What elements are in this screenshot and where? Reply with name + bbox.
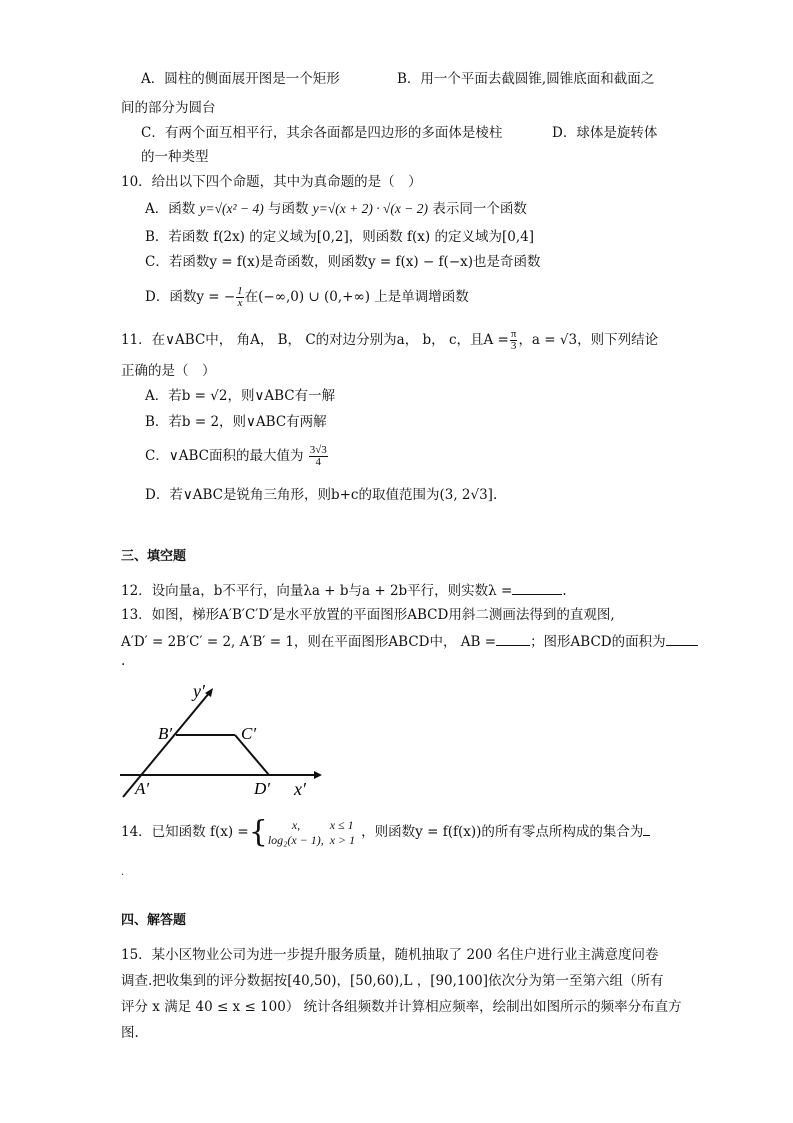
section-3-title: 三、填空题 xyxy=(121,549,187,564)
q14-brace: { xyxy=(248,814,268,850)
q10-option-d-suffix: 在(−∞,0) ∪ (0,+∞) 上是单调增函数 xyxy=(244,289,469,305)
q14-case2-expr: log₂(x − 1), xyxy=(267,832,324,847)
q15-line2: 调查.把收集到的评分数据按[40,50)，[50,60),L ，[90,100]依次分为第一至第六组（所有 xyxy=(121,973,664,989)
label-a: A′ xyxy=(135,779,150,798)
q12-text: 12．设向量a，b不平行，向量λa + b与a + 2b平行，则实数λ = xyxy=(121,583,513,599)
q9-option-d-cont: 的一种类型 xyxy=(141,149,209,165)
q10-option-d-fraction xyxy=(236,286,244,309)
q9-option-d: D．球体是旋转体 xyxy=(552,125,658,141)
q9-option-b: B．用一个平面去截圆锥,圆锥底面和截面之 xyxy=(397,71,655,87)
q10-option-a xyxy=(145,200,527,218)
q14-prefix: 14．已知函数 f(x) = xyxy=(121,824,249,840)
q14-case1-cond: x ≤ 1 xyxy=(329,817,354,832)
q15-line3: 评分 x 满足 40 ≤ x ≤ 100） 统计各组频数并计算相应频率，绘制出如图所示的频率分布直方 xyxy=(121,999,682,1015)
q11-stem-denominator: 3 xyxy=(510,340,517,352)
q11-option-a: A．若b = √2，则∨ABC有一解 xyxy=(145,388,336,404)
q13-line2 xyxy=(121,631,698,651)
q13-trapezoid-figure xyxy=(118,680,328,802)
q12 xyxy=(121,580,567,600)
label-d: D′ xyxy=(254,779,270,798)
q9-option-a: A．圆柱的侧面展开图是一个矩形 xyxy=(141,71,340,87)
label-x: x′ xyxy=(294,779,306,799)
q10-option-d-numerator: 1 xyxy=(237,285,243,297)
q10-option-c: C．若函数y = f(x)是奇函数，则函数y = f(x) − f(−x)也是奇函数 xyxy=(145,254,541,270)
q10-option-d-prefix: D．函数y = − xyxy=(145,289,236,305)
q11-option-d: D．若∨ABC是锐角三角形，则b+c的取值范围为(3, 2√3]. xyxy=(145,487,498,503)
q9-option-b-cont: 间的部分为圆台 xyxy=(121,100,216,116)
q11-option-c xyxy=(145,438,329,474)
q11-stem-fraction xyxy=(510,329,518,352)
q11-option-c-denominator: 4 xyxy=(315,456,322,468)
q14-piecewise xyxy=(268,818,361,848)
q11-stem-cont: 正确的是（ ） xyxy=(121,363,216,379)
q14 xyxy=(121,812,650,852)
label-c: C′ xyxy=(241,724,257,743)
label-y: y′ xyxy=(193,681,205,701)
q10-option-a-prefix: A．函数 xyxy=(145,201,196,217)
q10-option-d xyxy=(145,280,469,314)
q15-line1: 15．某小区物业公司为进一步提升服务质量，随机抽取了 200 名住户进行业主满意度问卷 xyxy=(121,947,659,963)
label-b: B′ xyxy=(158,724,173,743)
q10-option-a-mid: 与函数 xyxy=(268,201,309,217)
q14-case1-expr: x, xyxy=(291,817,301,832)
q14-answer-blank xyxy=(643,821,650,836)
x-axis-arrow xyxy=(314,771,322,779)
q10-option-a-suffix: 表示同一个函数 xyxy=(432,201,527,217)
q11-stem xyxy=(121,322,658,358)
q12-end: . xyxy=(562,583,567,599)
q10-option-b: B．若函数 f(2x) 的定义域为[0,2]，则函数 f(x) 的定义域为[0,4] xyxy=(145,229,534,245)
q14-suffix: ，则函数y = f(f(x))的所有零点所构成的集合为 xyxy=(361,824,644,840)
q11-option-c-fraction xyxy=(309,445,328,468)
q14-cont: . xyxy=(121,867,125,878)
q13-line2-b: ；图形ABCD的面积为 xyxy=(530,634,666,650)
q11-option-c-numerator: 3√3 xyxy=(309,444,327,456)
q11-stem-numerator: π xyxy=(510,328,517,340)
q14-case2-cond: x > 1 xyxy=(329,832,356,847)
q11-option-c-prefix: C．∨ABC面积的最大值为 xyxy=(145,448,304,464)
q13-line3: . xyxy=(121,653,126,669)
q15-line4: 图. xyxy=(121,1025,139,1041)
q9-option-c: C．有两个面互相平行，其余各面都是四边形的多面体是棱柱 xyxy=(141,125,503,141)
section-4-title: 四、解答题 xyxy=(121,913,187,928)
q10-option-a-func1: y=√(x² − 4) xyxy=(199,201,264,216)
q13-line1: 13．如图，梯形A′B′C′D′是水平放置的平面图形ABCD用斜二测画法得到的直观图, xyxy=(121,607,615,623)
q13-line2-a: A′D′ = 2B′C′ = 2, A′B′ = 1，则在平面图形ABCD中， AB = xyxy=(121,634,497,650)
q10-option-a-func2: y=√(x + 2) · √(x − 2) xyxy=(312,201,429,216)
q13-area-blank xyxy=(666,631,698,646)
q13-ab-blank xyxy=(496,631,530,646)
q11-option-b: B．若b = 2，则∨ABC有两解 xyxy=(145,414,327,430)
q10-stem: 10．给出以下四个命题，其中为真命题的是（ ） xyxy=(121,174,422,190)
q10-option-d-denominator: x xyxy=(237,297,243,309)
q11-stem-a: 11．在∨ABC中， 角A， B， C的对边分别为a， b， c，且A = xyxy=(121,332,509,348)
q11-stem-b: ，a = √3，则下列结论 xyxy=(518,332,659,348)
q12-answer-blank xyxy=(512,580,562,595)
